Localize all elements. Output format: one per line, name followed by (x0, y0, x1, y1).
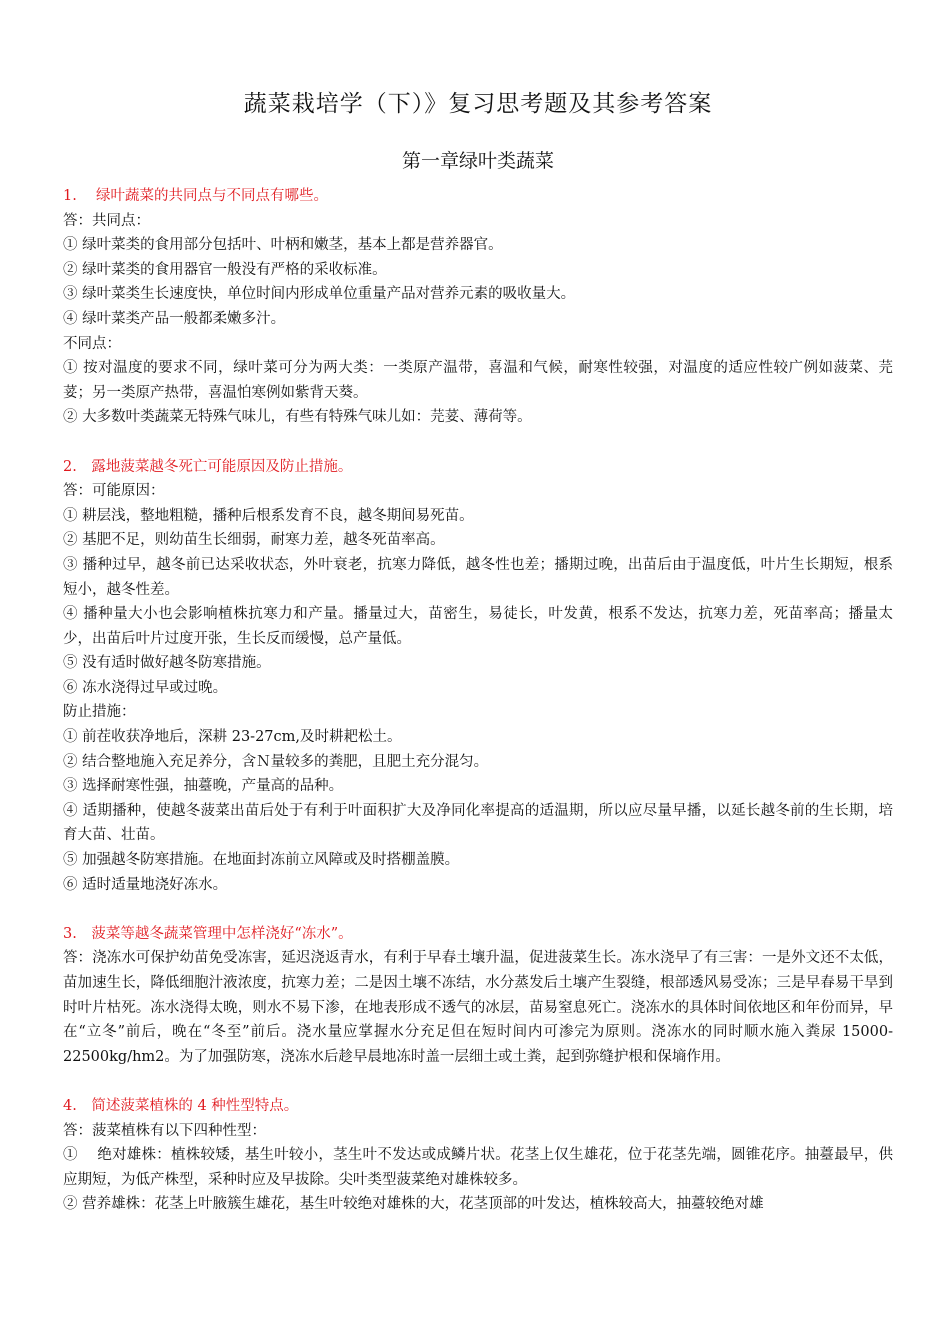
answer-line: ④ 适期播种，使越冬菠菜出苗后处于有利于叶面积扩大及净同化率提高的适温期，所以应尽量早播，以延长越冬前的生长期，培育大苗、壮苗。 (63, 802, 893, 844)
sections-container (63, 184, 893, 1217)
answer-line: 答：浇冻水可保护幼苗免受冻害，延迟浇返青水，有利于早春土壤升温，促进菠菜生长。冻水浇早了有三害：一是外文还不太低，苗加速生长，降低细胞汁液浓度，抗寒力差；二是因土壤不冻结，水分蒸发后土壤产生裂缝，根部透风易受冻；三是早春易干旱到时叶片枯死。冻水浇得太晚，则水不易下渗，在地表形成不透气的冰层，苗易窒息死亡。浇冻水的具体时间依地区和年份而异，早在“立冬”前后，晚在“冬至”前后。浇水量应掌握水分充足但在短时间内可渗完为原则。浇冻水的同时顺水施入粪尿 15000-22500kg/hm2。为了加强防寒，浇冻水后趁早晨地冻时盖一层细土或土粪，起到弥缝护根和保墒作用。 (63, 950, 893, 1065)
question-heading: 2. 露地菠菜越冬死亡可能原因及防止措施。 (63, 458, 353, 475)
chapter-title: 第一章绿叶类蔬菜 (401, 150, 554, 172)
answer-line: ① 绝对雄株：植株较矮，基生叶较小，茎生叶不发达或成鳞片状。花茎上仅生雄花，位于花茎先端，圆锥花序。抽薹最早，供应期短，为低产株型，采种时应及早拔除。尖叶类型菠菜绝对雄株较多。 (63, 1147, 893, 1188)
answer-line: ② 基肥不足，则幼苗生长细弱，耐寒力差，越冬死苗率高。 (63, 532, 445, 549)
answer-line: ⑤ 没有适时做好越冬防寒措施。 (63, 655, 271, 672)
answer-line: 答：菠菜植株有以下四种性型： (63, 1122, 266, 1139)
question-heading: 3. 菠菜等越冬蔬菜管理中怎样浇好“冻水”。 (63, 925, 353, 942)
question-heading: 1. 绿叶蔬菜的共同点与不同点有哪些。 (63, 188, 328, 204)
answer-line: ② 营养雄株：花茎上叶腋簇生雄花，基生叶较绝对雄株的大，花茎顶部的叶发达，植株较高大，抽薹较绝对雄 (63, 1196, 764, 1213)
answer-line: ② 大多数叶类蔬菜无特殊气味儿，有些有特殊气味儿如：芫荽、薄荷等。 (63, 409, 532, 426)
answer-line: ⑤ 加强越冬防寒措施。在地面封冻前立风障或及时搭棚盖膜。 (63, 852, 460, 869)
question-section (63, 455, 893, 898)
answer-line: ④ 播种量大小也会影响植株抗寒力和产量。播量过大，苗密生，易徒长，叶发黄，根系不发达，抗寒力差，死苗率高；播量太少，出苗后叶片过度开张，生长反而缓慢，总产量低。 (63, 606, 893, 647)
question-heading: 4. 简述菠菜植株的 4 种性型特点。 (63, 1097, 299, 1114)
answer-line: 不同点： (63, 335, 121, 352)
answer-line: 防止措施： (63, 704, 136, 721)
answer-line: ③ 绿叶菜类生长速度快，单位时间内形成单位重量产品对营养元素的吸收量大。 (63, 286, 576, 303)
answer-line: ① 绿叶菜类的食用部分包括叶、叶柄和嫩茎，基本上都是营养器官。 (63, 237, 503, 254)
answer-line: ③ 选择耐寒性强，抽薹晚，产量高的品种。 (63, 778, 344, 795)
section-spacer (63, 897, 893, 922)
question-section (63, 184, 893, 430)
question-section (63, 922, 893, 1070)
answer-line: ② 绿叶菜类的食用器官一般没有严格的采收标准。 (63, 261, 387, 278)
section-spacer (63, 430, 893, 455)
question-section (63, 1094, 893, 1217)
answer-line: ⑥ 冻水浇得过早或过晚。 (63, 679, 228, 696)
answer-line: 答：可能原因： (63, 483, 165, 500)
document-title: 蔬菜栽培学（下）》复习思考题及其参考答案 (243, 91, 713, 117)
answer-line: ① 耕层浅，整地粗糙，播种后根系发育不良，越冬期间易死苗。 (63, 507, 474, 524)
answer-line: ① 按对温度的要求不同，绿叶菜可分为两大类：一类原产温带，喜温和气候，耐寒性较强，对温度的适应性较广例如菠菜、芫荽；另一类原产热带，喜温怕寒例如紫背天葵。 (63, 360, 893, 401)
answer-line: ③ 播种过早，越冬前已达采收状态，外叶衰老，抗寒力降低，越冬性也差；播期过晚，出苗后由于温度低，叶片生长期短，根系短小，越冬性差。 (63, 556, 893, 598)
section-spacer (63, 1069, 893, 1094)
document-page (63, 86, 893, 1217)
answer-line: ④ 绿叶菜类产品一般都柔嫩多汁。 (63, 310, 286, 327)
answer-line: 答：共同点： (63, 212, 150, 229)
answer-line: ① 前茬收获净地后，深耕 23-27cm,及时耕耙松土。 (63, 729, 402, 746)
answer-line: ⑥ 适时适量地浇好冻水。 (63, 876, 228, 893)
answer-line: ② 结合整地施入充足养分，含Ｎ量较多的粪肥，且肥土充分混匀。 (63, 753, 489, 770)
